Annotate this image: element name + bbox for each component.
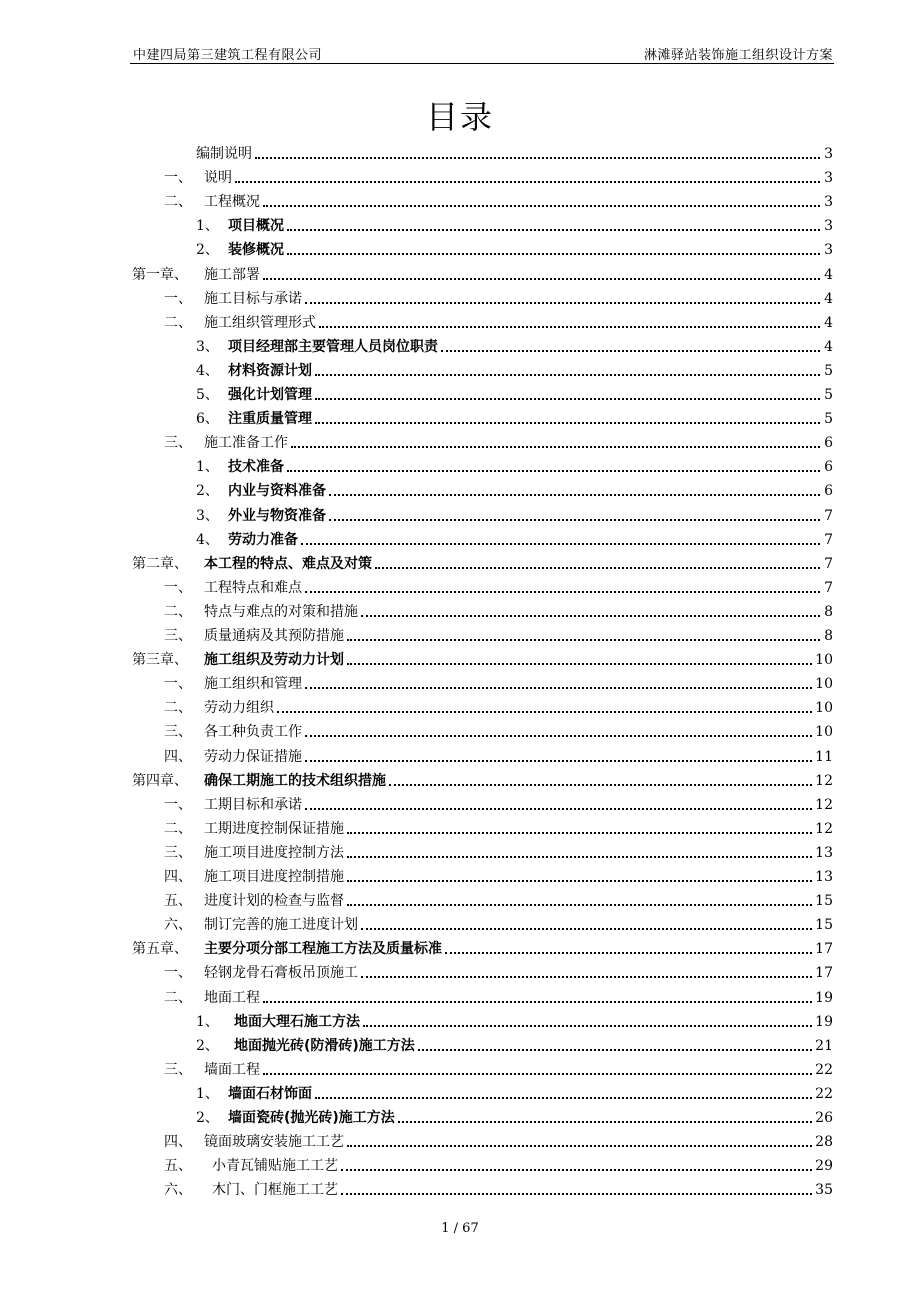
toc-dot-leader [347, 856, 812, 858]
toc-dot-leader [315, 422, 820, 424]
toc-dot-leader [347, 832, 812, 834]
toc-entry[interactable] [164, 693, 833, 717]
toc-entry-page: 4 [824, 314, 833, 331]
toc-entry-title: 内业与资料准备 [228, 483, 326, 500]
toc-entry-page: 3 [824, 242, 833, 259]
toc-entry-page: 4 [824, 266, 833, 283]
toc-entry-number: 三、 [164, 1061, 192, 1078]
toc-entry[interactable] [196, 332, 833, 356]
toc-entry-title: 施工目标与承诺 [204, 290, 302, 307]
toc-entry-title: 主要分项分部工程施工方法及质量标准 [204, 941, 442, 958]
toc-entry-page: 8 [824, 603, 833, 620]
toc-entry-number: 一、 [164, 676, 192, 693]
toc-entry-title: 强化计划管理 [228, 387, 312, 403]
toc-entry-number: 3、 [196, 507, 219, 524]
toc-entry[interactable] [164, 1151, 833, 1175]
toc-dot-leader [315, 398, 820, 400]
toc-entry-page: 13 [815, 869, 833, 885]
toc-dot-leader [315, 374, 820, 376]
toc-entry-page: 6 [824, 459, 833, 476]
toc-entry-page: 4 [824, 290, 833, 307]
toc-entry-title: 施工项目进度控制措施 [204, 869, 344, 885]
toc-entry-number: 四、 [164, 748, 192, 765]
toc-entry[interactable] [132, 934, 833, 958]
toc-entry-title: 确保工期施工的技术组织措施 [204, 772, 386, 789]
toc-entry-page: 29 [815, 1158, 833, 1175]
header-company: 中建四局第三建筑工程有限公司 [133, 48, 323, 63]
toc-entry-title: 小青瓦铺贴施工工艺 [212, 1158, 338, 1175]
toc-dot-leader [255, 157, 820, 159]
toc-dot-leader [277, 711, 812, 713]
toc-entry[interactable] [164, 1127, 833, 1151]
toc-entry-title: 各工种负责工作 [204, 724, 302, 741]
toc-dot-leader [375, 567, 820, 569]
toc-entry-page: 3 [824, 218, 833, 235]
toc-entry[interactable] [196, 380, 833, 404]
toc-entry-number: 5、 [196, 387, 219, 403]
toc-entry-title: 进度计划的检查与监督 [204, 893, 344, 910]
toc-entry-number: 二、 [164, 194, 192, 211]
toc-entry[interactable] [164, 621, 833, 645]
toc-dot-leader [347, 639, 820, 641]
toc-entry[interactable] [132, 766, 833, 790]
toc-entry-page: 12 [815, 820, 833, 837]
toc-entry-page: 13 [815, 844, 833, 861]
toc-dot-leader [363, 1025, 812, 1027]
toc-entry-page: 7 [824, 531, 833, 548]
toc-dot-leader [235, 181, 820, 183]
toc-entry-page: 5 [824, 362, 833, 379]
toc-entry-title: 劳动力保证措施 [204, 748, 302, 765]
toc-entry[interactable] [164, 308, 833, 332]
toc-entry[interactable] [164, 838, 833, 862]
toc-dot-leader [347, 1145, 812, 1147]
page-title: 目录 [425, 98, 494, 136]
toc-entry-page: 3 [824, 146, 833, 162]
toc-entry-title: 工程特点和难点 [204, 579, 302, 596]
toc-dot-leader [263, 278, 820, 280]
toc-dot-leader [361, 976, 812, 978]
toc-entry[interactable] [164, 958, 833, 982]
toc-entry-page: 19 [815, 1013, 833, 1030]
toc-entry-title: 项目概况 [228, 218, 284, 235]
toc-entry[interactable] [164, 742, 833, 766]
toc-entry-number: 1、 [196, 218, 219, 235]
toc-entry-page: 6 [824, 435, 833, 452]
toc-entry-title: 劳动力准备 [228, 531, 298, 548]
toc-entry[interactable] [196, 476, 833, 500]
toc-entry[interactable] [164, 428, 833, 452]
toc-entry[interactable] [164, 163, 833, 187]
toc-entry-page: 3 [824, 170, 833, 187]
toc-entry[interactable] [164, 573, 833, 597]
toc-dot-leader [305, 302, 820, 304]
toc-entry-number: 第一章、 [132, 266, 188, 283]
toc-entry-number: 第四章、 [132, 772, 188, 789]
toc-entry[interactable] [196, 501, 833, 525]
toc-entry-number: 二、 [164, 700, 192, 717]
toc-entry-page: 19 [815, 989, 833, 1006]
toc-entry-page: 7 [824, 579, 833, 596]
toc-entry-page: 35 [815, 1182, 833, 1199]
toc-entry-page: 12 [815, 796, 833, 813]
toc-entry-page: 26 [815, 1110, 833, 1126]
toc-entry-page: 22 [815, 1085, 833, 1102]
toc-entry-number: 二、 [164, 603, 192, 620]
toc-dot-leader [329, 494, 820, 496]
toc-entry-title: 外业与物资准备 [228, 507, 326, 524]
toc-entry-number: 四、 [164, 869, 192, 885]
toc-entry-title: 工期目标和承诺 [204, 796, 302, 813]
toc-entry[interactable] [132, 260, 833, 284]
toc-entry-title: 说明 [204, 170, 232, 187]
page-number: 1 / 67 [441, 1221, 479, 1236]
toc-entry-page: 7 [824, 507, 833, 524]
toc-entry-title: 木门、门框施工工艺 [212, 1182, 338, 1199]
toc-entry-title: 施工准备工作 [204, 435, 288, 452]
toc-entry[interactable] [164, 1055, 833, 1079]
toc-dot-leader [361, 928, 812, 930]
toc-entry-number: 2、 [196, 483, 219, 500]
toc-entry-title: 制订完善的施工进度计划 [204, 917, 358, 934]
toc-entry-title: 墙面工程 [204, 1061, 260, 1078]
toc-entry-number: 五、 [164, 1158, 192, 1175]
toc-entry[interactable] [196, 1079, 833, 1103]
toc-entry-title: 墙面石材饰面 [228, 1085, 312, 1102]
toc-dot-leader [315, 1097, 812, 1099]
toc-entry-page: 5 [824, 411, 833, 428]
toc-entry-title: 施工组织管理形式 [204, 314, 316, 331]
toc-dot-leader [301, 543, 820, 545]
toc-entry-page: 10 [815, 700, 833, 717]
toc-entry-title: 施工部署 [204, 266, 260, 283]
toc-dot-leader [263, 1001, 812, 1003]
toc-dot-leader [445, 952, 812, 954]
toc-entry-number: 1、 [196, 1013, 219, 1030]
toc-entry[interactable] [164, 669, 833, 693]
toc-entry-number: 3、 [196, 338, 219, 355]
toc-entry[interactable] [164, 284, 833, 308]
toc-entry-title: 项目经理部主要管理人员岗位职责 [228, 338, 438, 355]
toc-entry[interactable] [196, 452, 833, 476]
toc-dot-leader [347, 663, 812, 665]
toc-dot-leader [329, 519, 820, 521]
toc-entry-number: 一、 [164, 965, 192, 982]
toc-entry-page: 6 [824, 483, 833, 500]
toc-entry-title: 地面抛光砖(防滑砖)施工方法 [234, 1037, 415, 1054]
toc-dot-leader [361, 615, 820, 617]
toc-entry-number: 一、 [164, 579, 192, 596]
toc-entry-number: 1、 [196, 459, 219, 476]
toc-entry-number: 二、 [164, 989, 192, 1006]
toc-entry-title: 地面工程 [204, 989, 260, 1006]
toc-entry-number: 一、 [164, 170, 192, 187]
toc-entry[interactable] [164, 597, 833, 621]
toc-entry-page: 28 [815, 1134, 833, 1151]
toc-entry-page: 5 [824, 387, 833, 403]
toc-entry-page: 3 [824, 194, 833, 211]
toc-entry-page: 21 [815, 1037, 833, 1054]
toc-dot-leader [441, 350, 820, 352]
toc-entry-number: 一、 [164, 290, 192, 307]
toc-entry-title: 地面大理石施工方法 [234, 1013, 360, 1030]
toc-entry-page: 17 [815, 965, 833, 982]
toc-dot-leader [398, 1121, 812, 1123]
toc-dot-leader [305, 760, 812, 762]
toc-entry[interactable] [164, 717, 833, 741]
toc-entry-page: 10 [815, 724, 833, 741]
toc-dot-leader [347, 880, 812, 882]
toc-entry-page: 15 [815, 893, 833, 910]
toc-entry[interactable] [164, 1175, 833, 1199]
toc-entry-page: 22 [815, 1061, 833, 1078]
toc-entry-page: 11 [815, 748, 833, 765]
toc-entry-title: 技术准备 [228, 459, 284, 476]
toc-entry-number: 2、 [196, 1037, 219, 1054]
toc-entry-title: 编制说明 [196, 146, 252, 162]
toc-entry-title: 质量通病及其预防措施 [204, 628, 344, 644]
toc-entry-page: 10 [815, 652, 833, 669]
toc-entry-title: 装修概况 [228, 242, 284, 259]
toc-entry-page: 7 [824, 555, 833, 572]
toc-entry-number: 三、 [164, 844, 192, 861]
toc-entry-number: 第三章、 [132, 652, 188, 669]
toc-entry-number: 二、 [164, 314, 192, 331]
toc-entry[interactable] [164, 983, 833, 1007]
header-rule [130, 63, 834, 64]
toc-entry-title: 镜面玻璃安装施工工艺 [204, 1134, 344, 1151]
toc-entry-number: 4、 [196, 362, 219, 379]
toc-dot-leader [305, 808, 812, 810]
toc-entry-title: 工期进度控制保证措施 [204, 820, 344, 837]
toc-entry-page: 8 [824, 628, 833, 644]
toc-dot-leader [263, 205, 820, 207]
toc-entry-title: 施工组织和管理 [204, 676, 302, 693]
toc-entry-number: 2、 [196, 1110, 219, 1126]
toc-dot-leader [347, 904, 812, 906]
toc-entry-title: 材料资源计划 [228, 362, 312, 379]
toc-entry-title: 施工项目进度控制方法 [204, 844, 344, 861]
toc-entry-title: 轻钢龙骨石膏板吊顶施工 [204, 965, 358, 982]
toc-entry[interactable] [196, 211, 833, 235]
toc-entry-number: 四、 [164, 1134, 192, 1151]
toc-entry[interactable] [164, 790, 833, 814]
toc-entry[interactable] [132, 645, 833, 669]
toc-entry-number: 六、 [164, 1182, 192, 1199]
toc-entry-number: 4、 [196, 531, 219, 548]
toc-entry-title: 施工组织及劳动力计划 [204, 652, 344, 669]
toc-dot-leader [319, 326, 820, 328]
toc-entry-number: 第五章、 [132, 941, 188, 958]
toc-entry[interactable] [164, 187, 833, 211]
toc-entry[interactable] [196, 139, 833, 163]
toc-entry-title: 工程概况 [204, 194, 260, 211]
toc-entry-number: 第二章、 [132, 555, 188, 572]
toc-dot-leader [263, 1073, 812, 1075]
toc-dot-leader [305, 591, 820, 593]
toc-entry-number: 三、 [164, 628, 192, 644]
toc-dot-leader [291, 446, 820, 448]
toc-entry-number: 6、 [196, 411, 219, 428]
toc-entry-number: 六、 [164, 917, 192, 934]
header-document-title: 淋滩驿站装饰施工组织设计方案 [643, 48, 833, 63]
toc-entry[interactable] [196, 356, 833, 380]
toc-entry-page: 17 [815, 941, 833, 958]
toc-dot-leader [341, 1193, 812, 1195]
toc-entry-number: 五、 [164, 893, 192, 910]
toc-dot-leader [305, 687, 812, 689]
toc-entry-page: 12 [815, 772, 833, 789]
toc-dot-leader [287, 229, 820, 231]
toc-entry[interactable] [196, 1103, 833, 1127]
toc-entry-title: 本工程的特点、难点及对策 [204, 555, 372, 572]
toc-entry[interactable] [164, 886, 833, 910]
toc-entry[interactable] [164, 910, 833, 934]
toc-entry-number: 三、 [164, 435, 192, 452]
toc-entry-title: 墙面瓷砖(抛光砖)施工方法 [228, 1110, 395, 1126]
toc-entry-page: 4 [824, 338, 833, 355]
toc-dot-leader [341, 1169, 812, 1171]
toc-entry[interactable] [196, 525, 833, 549]
toc-entry-title: 特点与难点的对策和措施 [204, 603, 358, 620]
toc-entry-title: 注重质量管理 [228, 411, 312, 428]
toc-entry-number: 一、 [164, 796, 192, 813]
toc-entry[interactable] [196, 404, 833, 428]
toc-entry-number: 三、 [164, 724, 192, 741]
toc-entry-number: 2、 [196, 242, 219, 259]
toc-dot-leader [389, 784, 812, 786]
toc-entry[interactable] [164, 814, 833, 838]
toc-entry-number: 二、 [164, 820, 192, 837]
toc-entry[interactable] [196, 235, 833, 259]
toc-entry[interactable] [196, 1031, 833, 1055]
toc-entry[interactable] [132, 549, 833, 573]
toc-dot-leader [287, 253, 820, 255]
toc-dot-leader [287, 470, 820, 472]
toc-entry[interactable] [196, 1007, 833, 1031]
toc-entry[interactable] [164, 862, 833, 886]
toc-entry-number: 1、 [196, 1085, 219, 1102]
toc-dot-leader [418, 1049, 812, 1051]
toc-dot-leader [305, 735, 812, 737]
toc-entry-page: 15 [815, 917, 833, 934]
toc-entry-title: 劳动力组织 [204, 700, 274, 717]
toc-entry-page: 10 [815, 676, 833, 693]
